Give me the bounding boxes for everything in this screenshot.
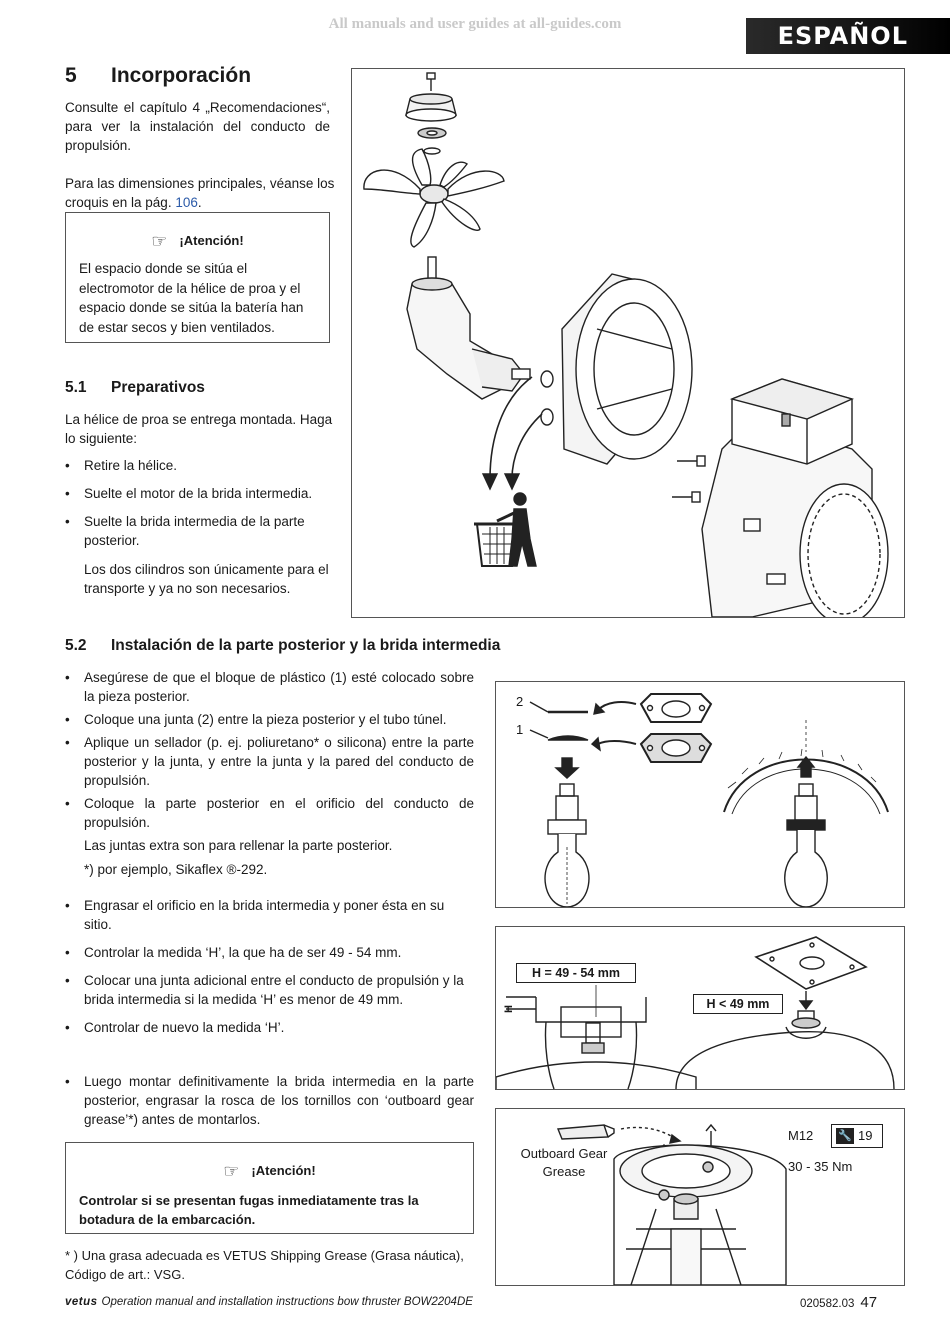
notice-title — [66, 1161, 473, 1182]
footnote: * ) Una grasa adecuada es VETUS Shipping Grease (Grasa náutica), Código de art.: VSG. — [65, 1248, 464, 1282]
section-5-heading — [65, 64, 251, 88]
section-5-1-heading — [65, 379, 205, 397]
label-1: 1 — [516, 722, 524, 737]
h-measurement-figure — [495, 926, 905, 1090]
attention-notice-1 — [65, 212, 330, 343]
notice-title-text: ¡Atención! — [179, 233, 244, 248]
wrench-icon: 🔧 — [836, 1128, 854, 1144]
section-5-1-intro: La hélice de proa se entrega montada. Haga lo siguiente: — [65, 412, 333, 446]
footer-text: Operation manual and installation instructions bow thruster BOW2204DE — [101, 1296, 473, 1308]
footer-right — [800, 1294, 877, 1311]
grease-figure — [495, 1108, 905, 1286]
list-item: • Engrasar el orificio en la brida intermedia y poner ésta en su sitio. — [65, 896, 474, 934]
bolt-size: M12 — [788, 1128, 814, 1143]
list-item: • Aplique un sellador (p. ej. poliuretano* o silicona) entre la parte posterior y la junta, y entre la junta y la pared del conducto de propulsión. — [65, 733, 474, 790]
pointing-hand-icon: ☞ — [151, 231, 168, 251]
page-reference-link[interactable]: 106 — [175, 195, 198, 210]
list-item: • Controlar de nuevo la medida ‘H’. — [65, 1018, 474, 1037]
installation-list-b — [65, 896, 474, 1037]
exploded-view-drawing — [352, 69, 904, 617]
vetus-logo: vetus — [65, 1296, 98, 1308]
extra-gaskets-note: Las juntas extra son para rellenar la parte posterior. — [84, 838, 393, 853]
list-item: • Coloque la parte posterior en el orificio del conducto de propulsión. — [65, 794, 474, 832]
section-title: Preparativos — [111, 379, 205, 396]
sikaflex-note: *) por ejemplo, Sikaflex ®-292. — [84, 862, 268, 877]
exploded-view-figure — [351, 68, 905, 618]
installation-list-c — [65, 1072, 474, 1129]
notice-title — [66, 231, 329, 252]
para-2-suffix: . — [197, 195, 202, 210]
list-item: • Luego montar definitivamente la brida intermedia en la parte posterior, engrasar la rosca de los tornillos con ‘outboard gear grease’*) antes de montarlos. — [65, 1072, 474, 1129]
watermark: All manuals and user guides at all-guides.com — [328, 16, 622, 32]
page-number: 47 — [860, 1294, 878, 1311]
section-5-para-1: Consulte el capítulo 4 „Recomendaciones“, para ver la instalación del conducto de propulsión. — [65, 100, 330, 153]
pointing-hand-icon: ☞ — [223, 1161, 240, 1181]
section-title: Instalación de la parte posterior y la brida intermedia — [111, 637, 501, 654]
h-ok-label: H = 49 - 54 mm — [516, 963, 636, 983]
h-low-label: H < 49 mm — [693, 994, 783, 1014]
section-number: 5 — [65, 64, 77, 87]
gasket-figure — [495, 681, 905, 908]
cylinders-note: Los dos cilindros son únicamente para el transporte y ya no son necesarios. — [84, 562, 329, 596]
notice-title-text: ¡Atención! — [251, 1163, 316, 1178]
grease-label — [514, 1145, 614, 1181]
notice-text: El espacio donde se sitúa el electromotor de la hélice de proa y el espacio donde se sitúa la batería han de estar secos y bien ventilados. — [79, 261, 304, 335]
section-number: 5.1 — [65, 379, 87, 396]
list-item: • Asegúrese de que el bloque de plástico (1) esté colocado sobre la pieza posterior. — [65, 668, 474, 706]
label-2: 2 — [516, 694, 524, 709]
preparation-list — [65, 456, 335, 550]
grease-label-line-2: Grease — [542, 1164, 586, 1179]
wrench-size: 19 — [858, 1128, 873, 1143]
list-item: • Colocar una junta adicional entre el conducto de propulsión y la brida intermedia si la medida ‘H’ es menor de 49 mm. — [65, 971, 474, 1009]
wrench-size-box — [831, 1124, 883, 1148]
torque-value: 30 - 35 Nm — [788, 1159, 853, 1174]
list-item: • Suelte el motor de la brida intermedia. — [65, 484, 335, 503]
section-title: Incorporación — [111, 64, 252, 87]
list-item: • Controlar la medida ‘H’, la que ha de ser 49 - 54 mm. — [65, 943, 474, 962]
grease-label-line-1: Outboard Gear — [520, 1146, 608, 1161]
notice-text: Controlar si se presentan fugas inmediatamente tras la botadura de la embarcación. — [79, 1193, 419, 1227]
attention-notice-2 — [65, 1142, 474, 1234]
language-tab: ESPAÑOL — [746, 18, 950, 54]
para-2-prefix: Para las dimensiones principales, véanse los croquis en la pág. — [65, 176, 335, 210]
section-5-para-2 — [65, 174, 337, 212]
section-5-2-heading — [65, 637, 500, 655]
installation-list-a — [65, 668, 474, 832]
list-item: • Coloque una junta (2) entre la pieza posterior y el tubo túnel. — [65, 710, 474, 729]
h-letter: H — [502, 1005, 515, 1013]
document-code: 020582.03 — [800, 1298, 855, 1310]
section-number: 5.2 — [65, 637, 87, 654]
footer-left — [65, 1296, 473, 1308]
gasket-drawing — [496, 682, 904, 907]
list-item: • Suelte la brida intermedia de la parte posterior. — [65, 512, 335, 550]
list-item: • Retire la hélice. — [65, 456, 335, 475]
